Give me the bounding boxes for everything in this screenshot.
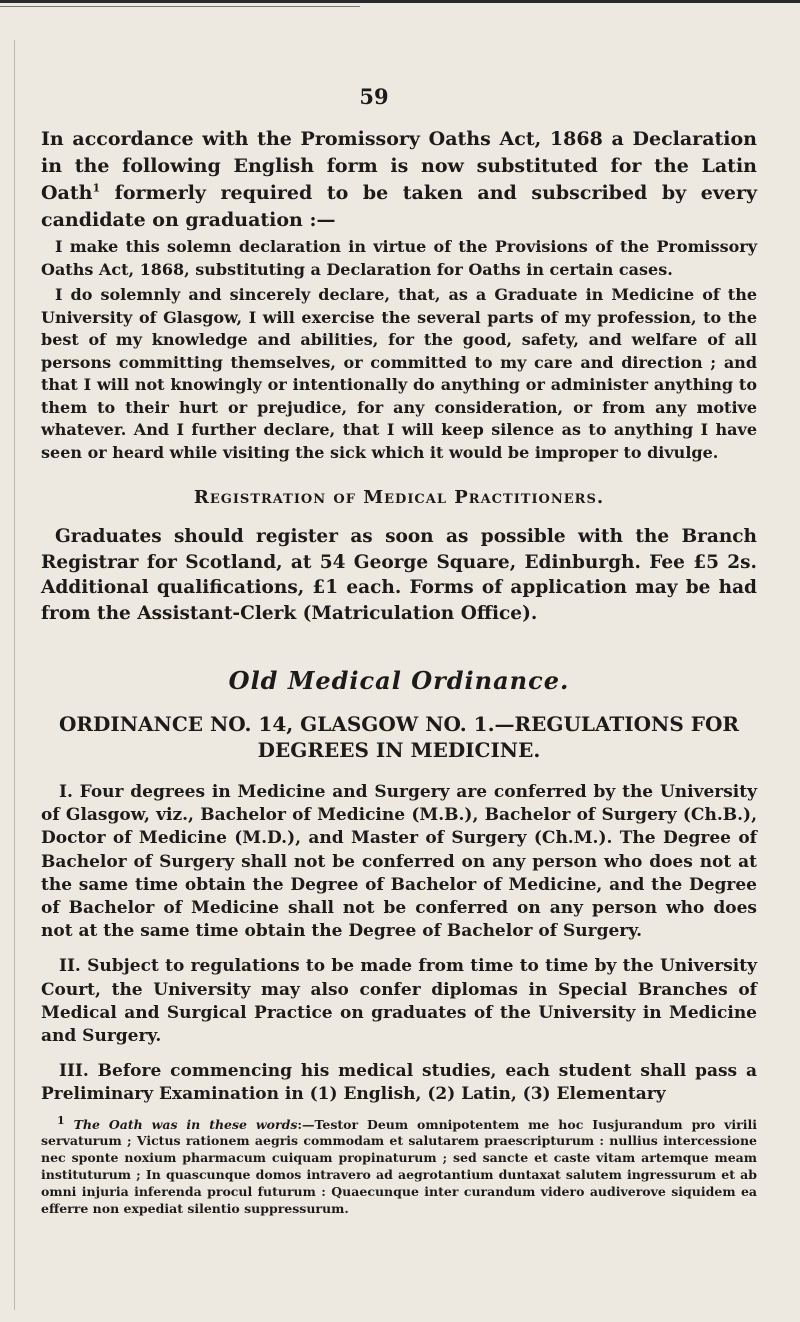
footnote xyxy=(41,1113,757,1218)
regulation-1: I. Four degrees in Medicine and Surgery are conferred by the University of Glasgow, viz., Bachelor of Medicine (M.B.), Bachelor of Surgery (Ch.B.), Doctor of Medicine (M.D.), and Master of Surgery (Ch.M.). The Degree of Bachelor of Surgery shall not be conferred on any person who does not at the same time obtain the Degree of Bachelor of Medicine, and the Degree of Bachelor of Medicine shall not be conferred on any person who does not at the same time obtain the Degree of Bachelor of Surgery. xyxy=(41,782,757,942)
declaration-paragraph-2: I do solemnly and sincerely declare, that, as a Graduate in Medicine of the University of Glasgow, I will exercise the several parts of my profession, to the best of my knowledge and abilities, for the good, safety, and welfare of all persons committing themselves, or committed to my care and direction ; and that I will not knowingly or intentionally do anything or administer anything to them to their hurt or prejudice, for any consideration, or from any motive whatever. And I further declare, that I will keep silence as to anything I have seen or heard while visiting the sick which it would be improper to divulge. xyxy=(41,285,757,462)
footnote-text: :—Testor Deum omnipotentem me hoc Iusjurandum pro virili servaturum ; Victus rationem aegris commodam et salutarem praescripturum : nullius intercessione nec sponte noxium pharmacum cuiquam propinaturum ; sed sancte et caste vitam artemque meam instituturum ; In quascunque domos intravero ad aegrotantium duntaxat salutem ingressurum et ab omni injuria inferenda procul futurum : Quaecunque inter curandum videro audiverove siquidem ea efferre non expediat silentio suppressurum. xyxy=(41,1116,757,1216)
registration-heading: Registration of Medical Practitioners. xyxy=(193,487,605,508)
intro-text: In accordance with the Promissory Oaths Act, 1868 a Declaration in the following English form is now substituted for the Latin Oath xyxy=(41,128,757,204)
footnote-label: The Oath was in these words xyxy=(73,1116,298,1132)
declaration-paragraph-1: I make this solemn declaration in virtue of the Provisions of the Promissory Oaths Act, 1868, substituting a Declaration for Oaths in certain cases. xyxy=(41,237,757,279)
regulation-2: II. Subject to regulations to be made from time to time by the University Court, the University may also confer diplomas in Special Branches of Medical and Surgical Practice on graduates of the University in Medicine and Surgery. xyxy=(41,956,757,1047)
footnote-marker: 1 xyxy=(57,1113,65,1127)
page-number: 59 xyxy=(359,84,389,109)
footnote-reference: 1 xyxy=(92,181,101,195)
binding-gutter-line xyxy=(14,40,15,1310)
registration-paragraph: Graduates should register as soon as possible with the Branch Registrar for Scotland, at 54 George Square, Edinburgh. Fee £5 2s. Additional qualifications, £1 each. Forms of application may be had from the Assistant-Clerk (Matriculation Office). xyxy=(41,526,757,624)
regulation-3: III. Before commencing his medical studies, each student shall pass a Preliminary Examination in (1) English, (2) Latin, (3) Elementary xyxy=(41,1061,757,1105)
ordinance-title: ORDINANCE NO. 14, GLASGOW NO. 1.—REGULATIONS FOR DEGREES IN MEDICINE. xyxy=(59,712,739,762)
top-border-line xyxy=(0,0,800,3)
top-border-thin-line xyxy=(0,6,360,7)
page-body xyxy=(41,126,757,1217)
intro-paragraph xyxy=(41,126,757,234)
ordinance-section-title: Old Medical Ordinance. xyxy=(228,666,570,695)
intro-text-tail: formerly required to be taken and subscribed by every candidate on graduation :— xyxy=(41,182,757,231)
